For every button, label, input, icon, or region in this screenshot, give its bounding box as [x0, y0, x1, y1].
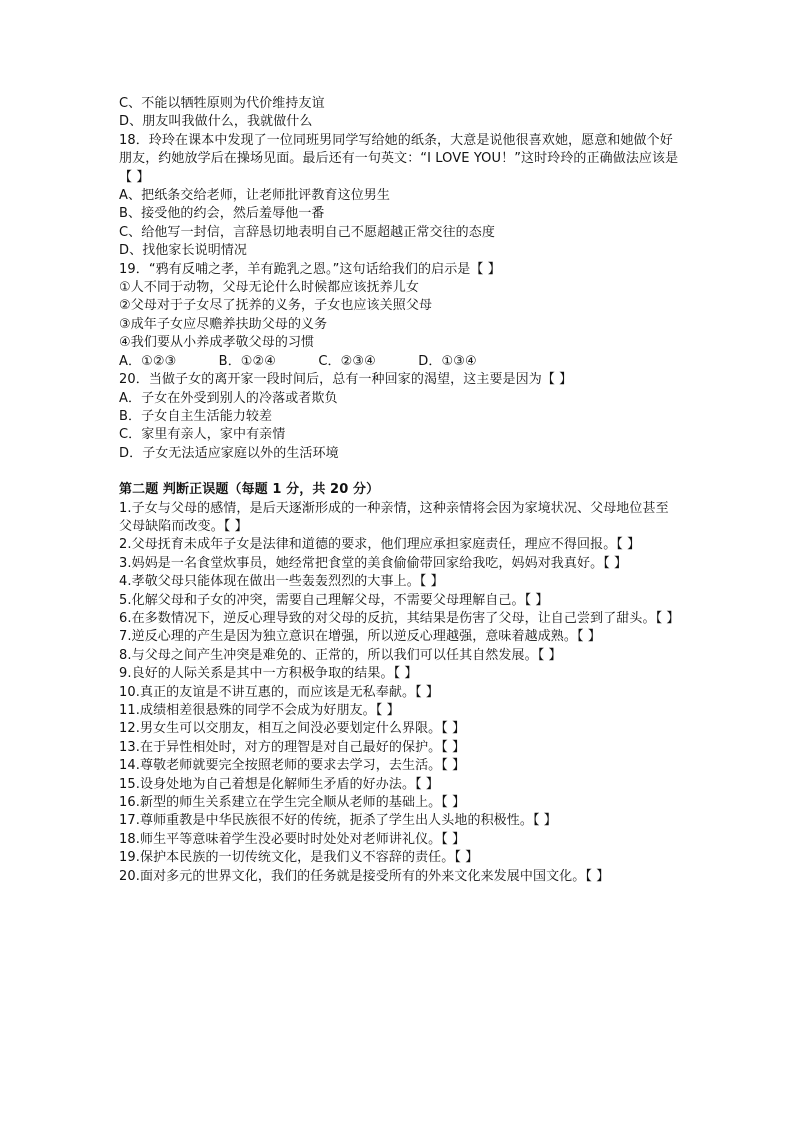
- judge-item-10: 10.真正的友谊是不讲互惠的，而应该是无私奉献。【 】: [119, 684, 440, 700]
- judge-item-14: 14.尊敬老师就要完全按照老师的要求去学习，去生活。【 】: [119, 758, 466, 774]
- judge-item-6: 6.在多数情况下，逆反心理导致的对父母的反抗，其结果是伤害了父母，让自己尝到了甜头。【 】: [119, 610, 680, 626]
- q18-option-d: D、找他家长说明情况: [119, 243, 248, 259]
- judge-item-16: 16.新型的师生关系建立在学生完全顺从老师的基础上。【 】: [119, 795, 466, 811]
- judge-item-13: 13.在于异性相处时，对方的理智是对自己最好的保护。【 】: [119, 739, 466, 755]
- q20-option-d: D．子女无法适应家庭以外的生活环境: [119, 445, 339, 461]
- judge-item-8: 8.与父母之间产生冲突是难免的、正常的，所以我们可以任其自然发展。【 】: [119, 647, 562, 663]
- q19-options: A．①②③ B．①②④ C．②③④ D．①③④: [119, 353, 477, 369]
- judge-item-5: 5.化解父母和子女的冲突，需要自己理解父母，不需要父母理解自己。【 】: [119, 592, 549, 608]
- q19-item-3: ③成年子女应尽赡养扶助父母的义务: [119, 316, 328, 332]
- q20-option-a: A．子女在外受到别人的冷落或者欺负: [119, 390, 338, 406]
- judge-item-1: 1.子女与父母的感情，是后天逐渐形成的一种亲情，这种亲情将会因为家境状况、父母地位甚至父母缺陷而改变。【 】: [119, 500, 669, 534]
- q19-stem: 19．“鸦有反哺之孝，羊有跪乳之恩。”这句话给我们的启示是【 】: [119, 261, 501, 277]
- document-body: [119, 95, 679, 886]
- judge-item-20: 20.面对多元的世界文化，我们的任务就是接受所有的外来文化来发展中国文化。【 】: [119, 868, 610, 884]
- q20-option-c: C．家里有亲人，家中有亲情: [119, 427, 286, 443]
- q20-option-b: B．子女自主生活能力较差: [119, 408, 273, 424]
- judge-item-2: 2.父母抚育未成年子女是法律和道德的要求，他们理应承担家庭责任，理应不得回报。【 】: [119, 537, 641, 553]
- q18-option-c: C、给他写一封信，言辞恳切地表明自己不愿超越正常交往的态度: [119, 224, 495, 240]
- q20-stem: 20．当做子女的离开家一段时间后，总有一种回家的渴望，这主要是因为【 】: [119, 372, 573, 388]
- judge-item-18: 18.师生平等意味着学生没必要时时处处对老师讲礼仪。【 】: [119, 831, 466, 847]
- q17-option-c: C、不能以牺牲原则为代价维持友谊: [119, 96, 325, 111]
- section-title: 第二题 判断正误题（每题 1 分，共 20 分）: [119, 482, 380, 498]
- judge-item-12: 12.男女生可以交朋友，相互之间没必要划定什么界限。【 】: [119, 721, 466, 737]
- judge-item-4: 4.孝敬父母只能体现在做出一些轰轰烈烈的大事上。【 】: [119, 574, 444, 590]
- judge-item-9: 9.良好的人际关系是其中一方积极争取的结果。【 】: [119, 666, 418, 682]
- judge-item-11: 11.成绩相差很悬殊的同学不会成为好朋友。【 】: [119, 703, 400, 718]
- judge-item-17: 17.尊师重教是中华民族很不好的传统，扼杀了学生出人头地的积极性。【 】: [119, 813, 557, 829]
- q19-item-1: ①人不同于动物，父母无论什么时候都应该抚养儿女: [119, 280, 419, 296]
- judge-item-7: 7.逆反心理的产生是因为独立意识在增强，所以逆反心理越强，意味着越成熟。【 】: [119, 629, 601, 645]
- judge-item-19: 19.保护本民族的一切传统文化，是我们义不容辞的责任。【 】: [119, 850, 479, 866]
- q18-option-a: A、把纸条交给老师，让老师批评教育这位男生: [119, 188, 390, 204]
- q18-stem: 18．玲玲在课本中发现了一位同班男同学写给她的纸条，大意是说他很喜欢她，愿意和她做个好朋友，约她放学后在操场见面。最后还有一句英文：“I LOVE YOU！”这时玲玲的正确做法应该是【 】: [119, 132, 679, 185]
- q18-option-b: B、接受他的约会，然后羞辱他一番: [119, 206, 325, 222]
- q19-item-2: ②父母对于子女尽了抚养的义务，子女也应该关照父母: [119, 298, 433, 314]
- q17-option-d: D、朋友叫我做什么，我就做什么: [119, 114, 313, 130]
- q19-item-4: ④我们要从小养成孝敬父母的习惯: [119, 335, 315, 351]
- judge-item-15: 15.设身处地为自己着想是化解师生矛盾的好办法。【 】: [119, 776, 440, 792]
- judge-item-3: 3.妈妈是一名食堂炊事员，她经常把食堂的美食偷偷带回家给我吃，妈妈对我真好。【 】: [119, 555, 628, 571]
